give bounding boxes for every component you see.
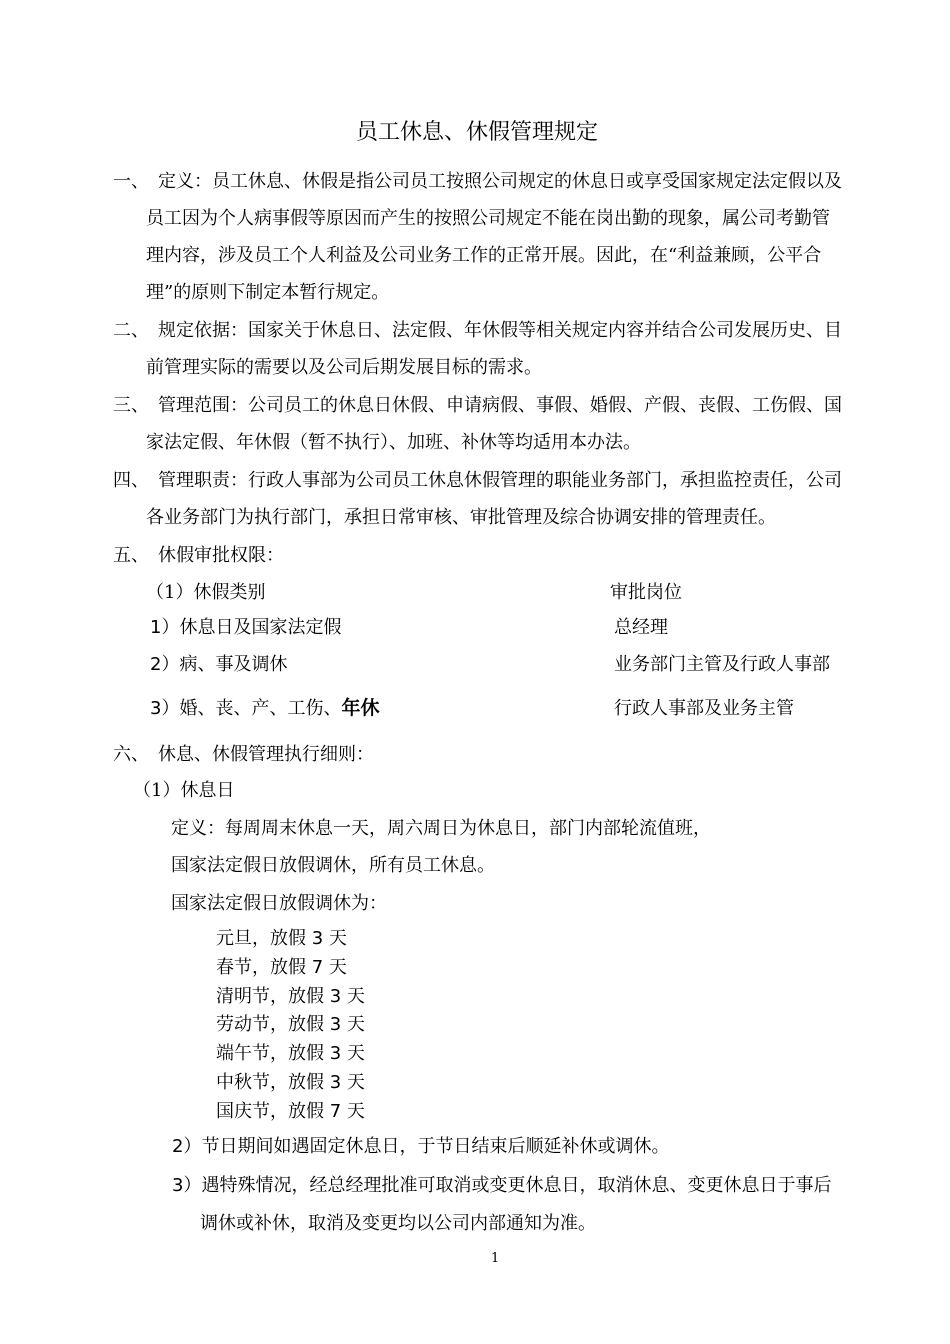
- section-1-line-2: 员工因为个人病事假等原因而产生的按照公司规定不能在岗出勤的现象，属公司考勤管: [146, 208, 830, 229]
- rest-day-definition-line-2: 国家法定假日放假调休，所有员工休息。: [171, 855, 495, 876]
- section-4-line-1: 管理职责：行政人事部为公司员工休息休假管理的职能业务部门，承担监控责任，公司: [158, 470, 842, 491]
- approval-row-1-type: [150, 617, 341, 639]
- section-2-number: 二、: [113, 320, 149, 341]
- rest-day-item-2-num: 2: [172, 1136, 184, 1157]
- approval-row-1-num: 1: [150, 617, 162, 638]
- rest-day-item-2-text: ）节日期间如遇固定休息日，于节日结束后顺延补休或调休。: [183, 1136, 670, 1157]
- holiday-item: [216, 1014, 365, 1036]
- holiday-unit: 天: [346, 1014, 365, 1035]
- rest-day-item-3-text: ）遇特殊情况，经总经理批准可取消或变更休息日，取消休息、变更休息日于事后: [183, 1175, 832, 1196]
- page-number: 1: [491, 1251, 500, 1266]
- holiday-name: 端午节，放假: [216, 1043, 324, 1064]
- document-title: 员工休息、休假管理规定: [356, 120, 599, 145]
- holiday-name: 中秋节，放假: [216, 1072, 324, 1093]
- holiday-unit: 天: [346, 986, 365, 1007]
- approval-row-3-type: [150, 697, 379, 720]
- section-3-number: 三、: [113, 395, 149, 416]
- rest-day-item-3-num: 3: [172, 1175, 184, 1196]
- approval-header-type: （1）休假类别: [146, 582, 266, 603]
- section-6-heading: 休息、休假管理执行细则：: [158, 744, 374, 765]
- holiday-name: 劳动节，放假: [216, 1014, 324, 1035]
- holiday-name: 元旦，放假: [216, 928, 306, 949]
- section-1-line-3: 理内容，涉及员工个人利益及公司业务工作的正常开展。因此，在“利益兼顾，公平合: [146, 245, 822, 266]
- approval-row-1-approver: 总经理: [614, 617, 668, 638]
- holiday-days: 3: [329, 1043, 342, 1064]
- holiday-unit: 天: [328, 928, 347, 949]
- holiday-name: 春节，放假: [216, 957, 306, 978]
- holiday-item: [216, 1101, 365, 1123]
- holiday-item: [216, 986, 365, 1008]
- rest-day-item-2: [172, 1136, 669, 1158]
- approval-row-3-approver: 行政人事部及业务主管: [614, 698, 794, 719]
- rest-day-definition-line-1: 定义：每周周末休息一天，周六周日为休息日，部门内部轮流值班，: [171, 818, 711, 839]
- approval-header-approver: 审批岗位: [610, 582, 682, 603]
- holiday-days: 7: [329, 1101, 342, 1122]
- approval-row-1-label: ）休息日及国家法定假: [161, 617, 342, 638]
- approval-row-2-type: [150, 654, 287, 676]
- section-5-number: 五、: [113, 545, 149, 566]
- holiday-unit: 天: [346, 1043, 365, 1064]
- holiday-unit: 天: [346, 1101, 365, 1122]
- section-1-line-4: 理”的原则下制定本暂行规定。: [146, 282, 390, 303]
- section-3-line-1: 管理范围：公司员工的休息日休假、申请病假、事假、婚假、产假、丧假、工伤假、国: [158, 395, 842, 416]
- approval-row-2-approver: 业务部门主管及行政人事部: [614, 654, 830, 675]
- holiday-item: [216, 1043, 365, 1065]
- holiday-item: [216, 928, 347, 950]
- approval-row-3-num: 3: [150, 698, 162, 719]
- holiday-days: 3: [329, 1072, 342, 1093]
- holiday-days: 3: [311, 928, 324, 949]
- holiday-days: 7: [311, 957, 324, 978]
- approval-row-3-label: ）婚、丧、产、工伤、: [161, 698, 342, 719]
- section-5-heading: 休假审批权限：: [158, 545, 284, 566]
- section-6-number: 六、: [113, 744, 149, 765]
- holiday-intro: 国家法定假日放假调休为：: [171, 893, 387, 914]
- section-2-line-2: 前管理实际的需要以及公司后期发展目标的需求。: [146, 357, 542, 378]
- holiday-name: 国庆节，放假: [216, 1101, 324, 1122]
- section-2-line-1: 规定依据：国家关于休息日、法定假、年休假等相关规定内容并结合公司发展历史、目: [158, 320, 842, 341]
- approval-row-2-num: 2: [150, 654, 162, 675]
- rest-day-item-3-line-2: 调休或补休，取消及变更均以公司内部通知为准。: [200, 1213, 596, 1234]
- section-3-line-2: 家法定假、年休假（暂不执行）、加班、补休等均适用本办法。: [146, 432, 641, 453]
- holiday-item: [216, 1072, 365, 1094]
- approval-row-3-label-bold: 年休: [341, 697, 380, 719]
- holiday-days: 3: [329, 986, 342, 1007]
- rest-day-item-3-line-1: [172, 1175, 831, 1197]
- holiday-unit: 天: [328, 957, 347, 978]
- section-1-line-1: 定义：员工休息、休假是指公司员工按照公司规定的休息日或享受国家规定法定假以及: [158, 171, 842, 192]
- section-4-line-2: 各业务部门为执行部门，承担日常审核、审批管理及综合协调安排的管理责任。: [146, 507, 776, 528]
- holiday-days: 3: [329, 1014, 342, 1035]
- section-4-number: 四、: [113, 470, 149, 491]
- holiday-unit: 天: [346, 1072, 365, 1093]
- holiday-item: [216, 957, 347, 979]
- section-6-sub1-heading: （1）休息日: [133, 780, 235, 801]
- holiday-name: 清明节，放假: [216, 986, 324, 1007]
- section-1-number: 一、: [113, 171, 149, 192]
- approval-row-2-label: ）病、事及调休: [161, 654, 288, 675]
